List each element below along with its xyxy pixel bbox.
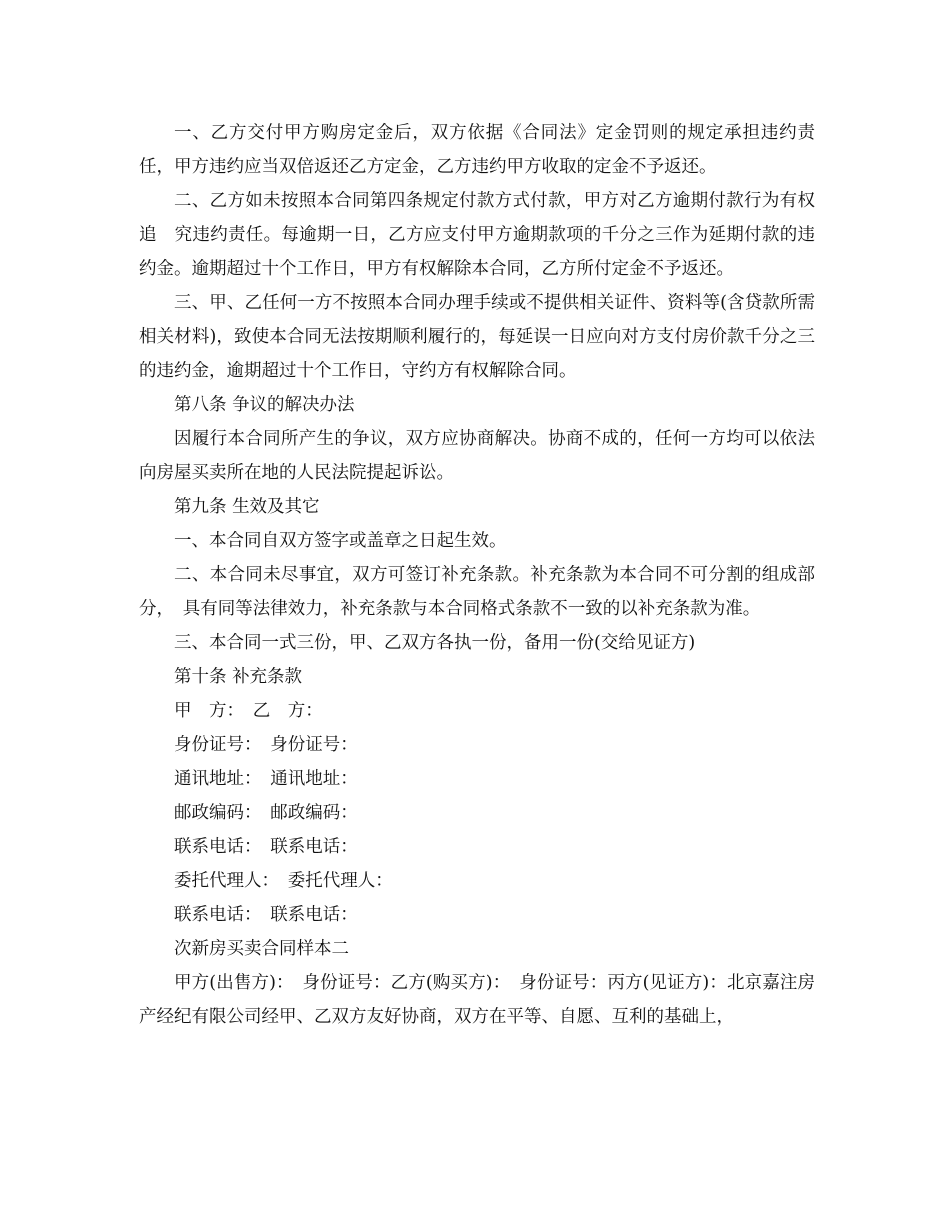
- paragraph-copies: 三、本合同一式三份，甲、乙双方各执一份，备用一份(交给见证方): [174, 633, 696, 653]
- paragraph-sample-two-parties: 甲方(出售方)： 身份证号：乙方(购买方)： 身份证号：丙方(见证方)：北京嘉注房产经纪有限公司经甲、乙双方友好协商，双方在平等、自愿、互利的基础上，: [139, 973, 815, 1027]
- article-8-heading: 第八条 争议的解决办法: [174, 395, 355, 415]
- signature-agent-phone-line: 联系电话： 联系电话：: [174, 905, 358, 925]
- article-9-heading: 第九条 生效及其它: [174, 497, 320, 517]
- document-body: [139, 116, 815, 1034]
- signature-id-line: 身份证号： 身份证号：: [174, 735, 358, 755]
- paragraph-liability-deposit: 一、乙方交付甲方购房定金后，双方依据《合同法》定金罚则的规定承担违约责任，甲方违约应当双倍返还乙方定金，乙方违约甲方收取的定金不予返还。: [139, 123, 815, 177]
- signature-address-line: 通讯地址： 通讯地址：: [174, 769, 358, 789]
- paragraph-procedure-breach: 三、甲、乙任何一方不按照本合同办理手续或不提供相关证件、资料等(含贷款所需相关材料)，致使本合同无法按期顺利履行的，每延误一日应向对方支付房价款千分之三的违约金，逾期超过十个工作日，守约方有权解除合同。: [139, 293, 815, 381]
- signature-postcode-line: 邮政编码： 邮政编码：: [174, 803, 358, 823]
- signature-parties-line: 甲 方： 乙 方：: [174, 701, 323, 721]
- paragraph-late-payment: 二、乙方如未按照本合同第四条规定付款方式付款，甲方对乙方逾期付款行为有权追 究违约责任。每逾期一日，乙方应支付甲方逾期款项的千分之三作为延期付款的违约金。逾期超过十个工作日，甲方有权解除本合同，乙方所付定金不予返还。: [139, 191, 815, 279]
- sample-two-heading: 次新房买卖合同样本二: [174, 939, 349, 959]
- paragraph-dispute-resolution: 因履行本合同所产生的争议，双方应协商解决。协商不成的，任何一方均可以依法向房屋买卖所在地的人民法院提起诉讼。: [139, 429, 815, 483]
- article-10-heading: 第十条 补充条款: [174, 667, 303, 687]
- paragraph-supplementary-terms: 二、本合同未尽事宜，双方可签订补充条款。补充条款为本合同不可分割的组成部分， 具有同等法律效力，补充条款与本合同格式条款不一致的以补充条款为准。: [139, 565, 815, 619]
- paragraph-effective-date: 一、本合同自双方签字或盖章之日起生效。: [174, 531, 507, 551]
- signature-phone-line: 联系电话： 联系电话：: [174, 837, 358, 857]
- signature-agent-line: 委托代理人： 委托代理人：: [174, 871, 393, 891]
